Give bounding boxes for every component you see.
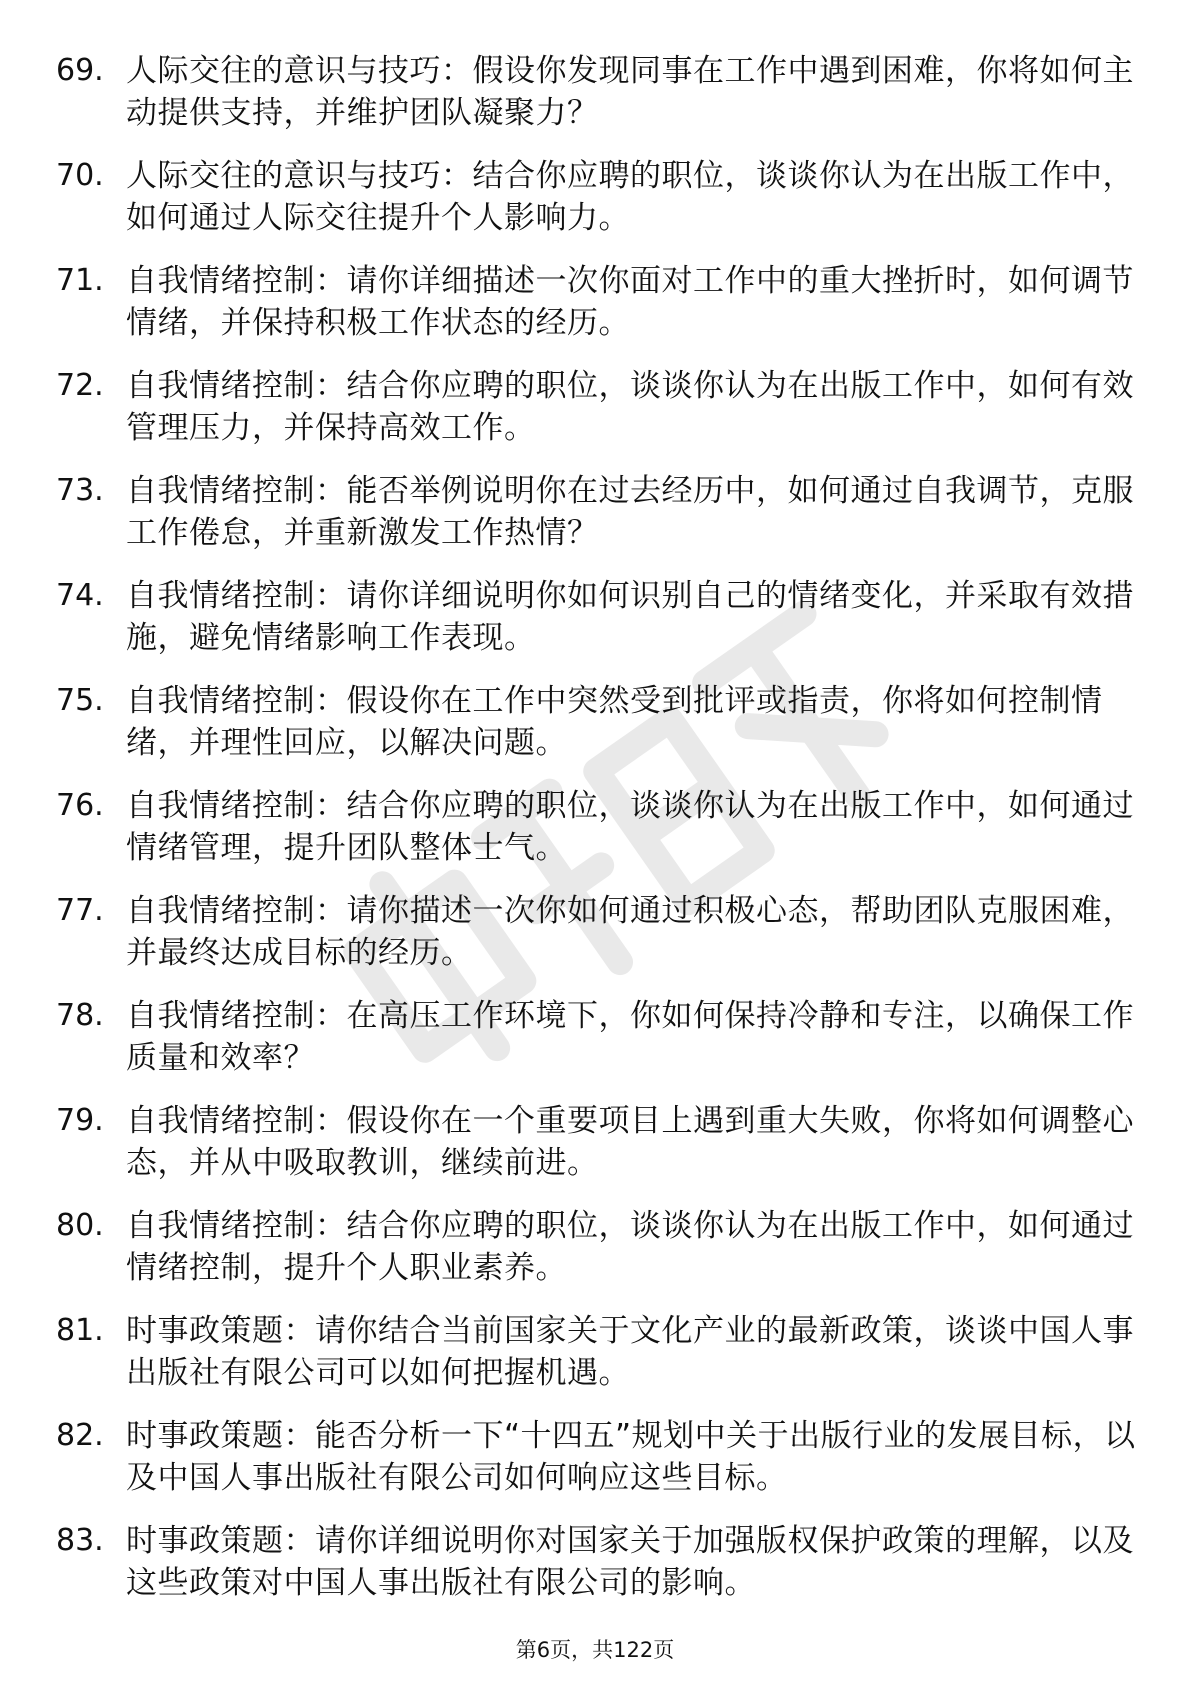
question-item-71 (56, 260, 1136, 365)
question-number: 74. (56, 578, 104, 613)
question-item-73 (56, 470, 1136, 575)
question-item-69 (56, 50, 1136, 155)
question-item-78 (56, 995, 1136, 1100)
question-number: 82. (56, 1418, 104, 1453)
question-number: 73. (56, 473, 104, 508)
question-text: 时事政策题：能否分析一下“十四五”规划中关于出版行业的发展目标，以及中国人事出版社有限公司如何响应这些目标。 (126, 1418, 1136, 1496)
page-footer: 第6页，共122页 (515, 1638, 675, 1662)
question-list (56, 50, 1136, 1625)
question-number: 81. (56, 1313, 104, 1348)
question-text: 自我情绪控制：假设你在一个重要项目上遇到重大失败，你将如何调整心态，并从中吸取教训，继续前进。 (126, 1103, 1134, 1181)
question-item-77 (56, 890, 1136, 995)
question-number: 79. (56, 1103, 104, 1138)
question-number: 75. (56, 683, 104, 718)
question-text: 自我情绪控制：假设你在工作中突然受到批评或指责，你将如何控制情绪，并理性回应，以解决问题。 (126, 683, 1103, 761)
question-item-72 (56, 365, 1136, 470)
question-number: 78. (56, 998, 104, 1033)
question-text: 时事政策题：请你结合当前国家关于文化产业的最新政策，谈谈中国人事出版社有限公司可以如何把握机遇。 (126, 1313, 1134, 1391)
question-text: 自我情绪控制：在高压工作环境下，你如何保持冷静和专注，以确保工作质量和效率？ (126, 998, 1134, 1076)
question-text: 人际交往的意识与技巧：结合你应聘的职位，谈谈你认为在出版工作中，如何通过人际交往提升个人影响力。 (126, 158, 1134, 236)
question-text: 自我情绪控制：结合你应聘的职位，谈谈你认为在出版工作中，如何通过情绪管理，提升团队整体士气。 (126, 788, 1134, 866)
question-number: 71. (56, 263, 104, 298)
question-number: 83. (56, 1523, 104, 1558)
question-text: 人际交往的意识与技巧：假设你发现同事在工作中遇到困难，你将如何主动提供支持，并维护团队凝聚力？ (126, 53, 1134, 131)
question-item-81 (56, 1310, 1136, 1415)
question-item-74 (56, 575, 1136, 680)
question-text: 自我情绪控制：结合你应聘的职位，谈谈你认为在出版工作中，如何有效管理压力，并保持高效工作。 (126, 368, 1134, 446)
question-text: 自我情绪控制：能否举例说明你在过去经历中，如何通过自我调节，克服工作倦怠，并重新激发工作热情？ (126, 473, 1134, 551)
question-number: 70. (56, 158, 104, 193)
question-text: 自我情绪控制：请你详细说明你如何识别自己的情绪变化，并采取有效措施，避免情绪影响工作表现。 (126, 578, 1134, 656)
question-number: 77. (56, 893, 104, 928)
question-item-76 (56, 785, 1136, 890)
question-number: 76. (56, 788, 104, 823)
question-item-82 (56, 1415, 1136, 1520)
question-item-70 (56, 155, 1136, 260)
question-text: 自我情绪控制：结合你应聘的职位，谈谈你认为在出版工作中，如何通过情绪控制，提升个人职业素养。 (126, 1208, 1134, 1286)
question-item-75 (56, 680, 1136, 785)
question-number: 69. (56, 53, 104, 88)
question-item-83 (56, 1520, 1136, 1625)
question-text: 自我情绪控制：请你描述一次你如何通过积极心态，帮助团队克服困难，并最终达成目标的经历。 (126, 893, 1134, 971)
question-number: 80. (56, 1208, 104, 1243)
question-text: 自我情绪控制：请你详细描述一次你面对工作中的重大挫折时，如何调节情绪，并保持积极工作状态的经历。 (126, 263, 1134, 341)
question-text: 时事政策题：请你详细说明你对国家关于加强版权保护政策的理解，以及这些政策对中国人事出版社有限公司的影响。 (126, 1523, 1134, 1601)
question-item-80 (56, 1205, 1136, 1310)
question-number: 72. (56, 368, 104, 403)
question-item-79 (56, 1100, 1136, 1205)
